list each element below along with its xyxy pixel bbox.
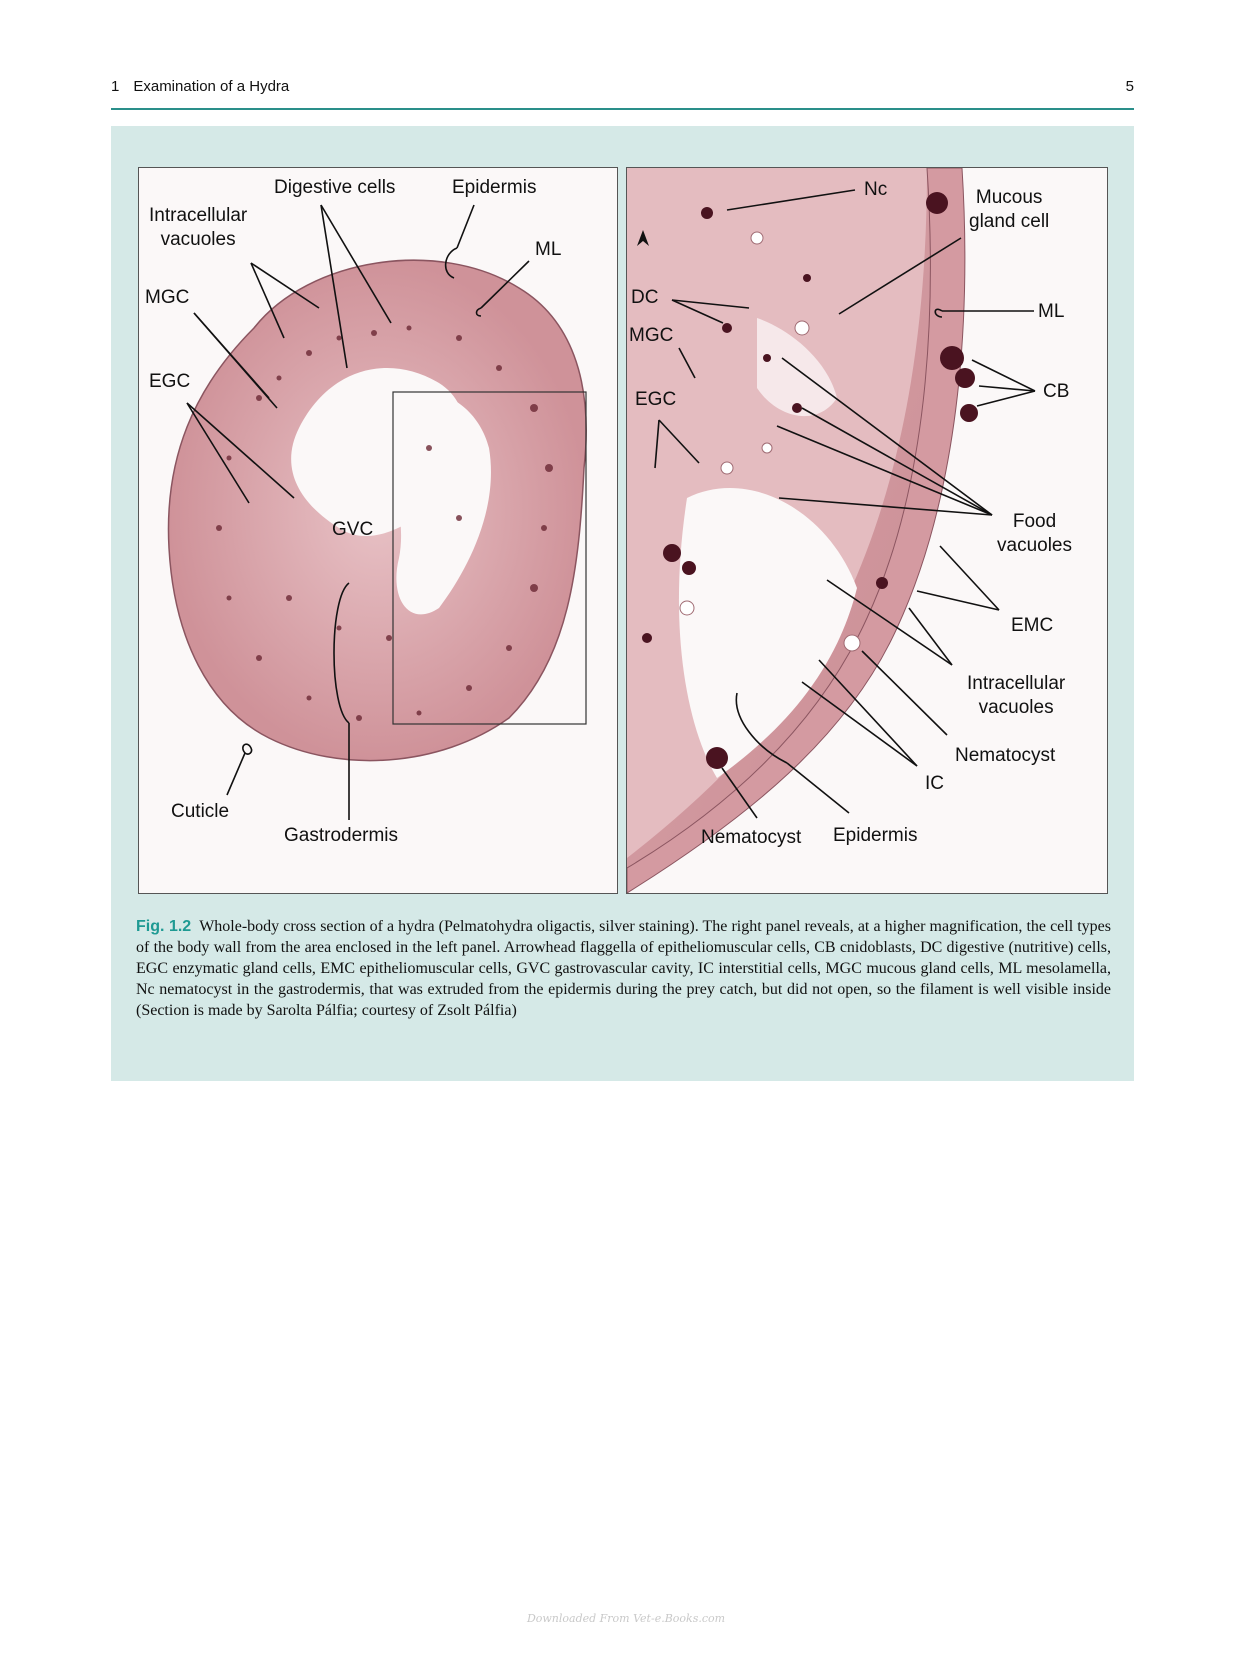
label-emc: EMC	[1011, 615, 1054, 636]
running-head	[111, 78, 289, 95]
chapter-title: Examination of a Hydra	[133, 78, 290, 95]
figure-caption	[136, 916, 1111, 1021]
label-mgc: MGC	[629, 325, 674, 346]
label-gvc: GVC	[332, 519, 374, 540]
label-nc: Nc	[864, 179, 888, 200]
left-micrograph-panel	[138, 167, 618, 894]
label-cb: CB	[1043, 381, 1070, 402]
label-intracellular-vacuoles: Intracellular vacuoles	[149, 205, 248, 250]
label-ic: IC	[925, 773, 944, 794]
label-gastrodermis: Gastrodermis	[284, 825, 399, 846]
right-micrograph-panel	[626, 167, 1108, 894]
label-food-vacuoles: Food vacuoles	[997, 511, 1072, 556]
chapter-number: 1	[111, 78, 120, 95]
label-egc: EGC	[149, 371, 191, 392]
label-nematocyst-bottom: Nematocyst	[701, 827, 802, 848]
label-epidermis: Epidermis	[452, 177, 537, 198]
label-cuticle: Cuticle	[171, 801, 230, 822]
watermark: Downloaded From Vet-e.Books.com	[526, 1612, 726, 1625]
page-header	[111, 78, 1134, 110]
label-nematocyst-right: Nematocyst	[955, 745, 1056, 766]
hydra-cross-section-illustration	[139, 168, 617, 893]
page-number: 5	[1125, 78, 1134, 95]
caption-text: Whole-body cross section of a hydra (Pelmatohydra oligactis, silver staining). The right panel reveals, at a higher magnification, the cell types of the body wall from the area enclosed in the left panel. Arrowhead flaggella of epitheliomuscular cells, CB cnidoblasts, DC digestive (nutritive) cells, EGC enzymatic gland cells, EMC epitheliomuscular cells, GVC gastrovascular cavity, IC interstitial cells, MGC mucous gland cells, ML mesolamella, Nc nematocyst in the gastrodermis, that was extruded from the epidermis during the prey catch, but did not open, so the filament is well visible inside (Section is made by Sarolta Pálfia; courtesy of Zsolt Pálfia)	[136, 918, 1112, 1019]
label-mgc: MGC	[145, 287, 190, 308]
label-egc: EGC	[635, 389, 677, 410]
label-mucous-gland-cell: Mucous gland cell	[969, 187, 1050, 232]
label-ml: ML	[1038, 301, 1065, 322]
label-ml: ML	[535, 239, 562, 260]
figure-number: Fig. 1.2	[136, 918, 192, 935]
label-epidermis: Epidermis	[833, 825, 918, 846]
figure-box	[111, 126, 1134, 1081]
label-dc: DC	[631, 287, 659, 308]
label-digestive-cells: Digestive cells	[274, 177, 396, 198]
label-intracellular-vacuoles: Intracellular vacuoles	[967, 673, 1066, 718]
